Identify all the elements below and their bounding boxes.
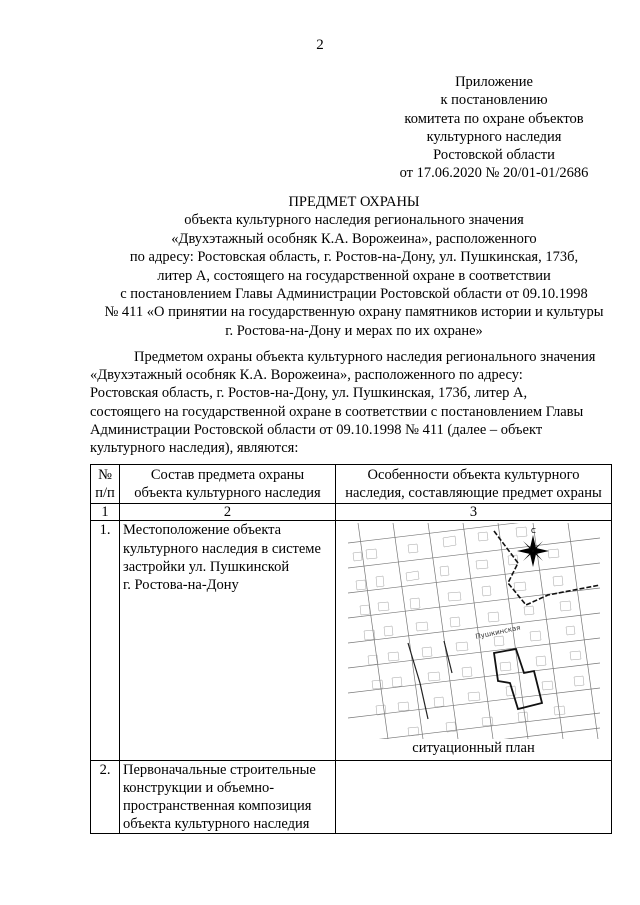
appendix-line: комитета по охране объектов — [404, 110, 584, 127]
heading-line: с постановлением Главы Администрации Ростовской области от 09.10.1998 — [120, 286, 588, 303]
heading-line: № 411 «О принятии на государственную охрану памятников истории и культуры — [104, 304, 604, 321]
situation-plan-caption: ситуационный план — [412, 740, 535, 757]
header-text: № — [98, 467, 112, 483]
desc-line: застройки ул. Пушкинской — [123, 558, 290, 575]
header-text: п/п — [95, 485, 115, 502]
desc-line: культурного наследия в системе — [123, 540, 321, 557]
situation-plan-map — [348, 523, 600, 739]
compass-letter: С — [530, 527, 536, 536]
heading-line: объекта культурного наследия регионального значения — [184, 212, 524, 229]
header-text: Состав предмета охраны — [150, 467, 305, 483]
appendix-line: от 17.06.2020 № 20/01-01/2686 — [399, 165, 589, 182]
appendix-block — [380, 73, 608, 183]
desc-line: Первоначальные строительные — [123, 761, 316, 778]
header-text: Особенности объекта культурного — [367, 467, 580, 483]
row-description — [120, 521, 336, 760]
row-description — [120, 760, 336, 834]
column-number: 2 — [120, 504, 336, 521]
heading-line: по адресу: Ростовская область, г. Ростов-на-Дону, ул. Пушкинская, 173б, — [129, 249, 579, 266]
page-number: 2 — [316, 37, 324, 53]
desc-line: Местоположение объекта — [123, 522, 282, 539]
header-number — [91, 465, 120, 504]
column-number-row — [91, 504, 612, 521]
appendix-line: культурного наследия — [426, 128, 562, 145]
row-features — [336, 760, 612, 834]
table-row — [91, 760, 612, 834]
document-heading — [84, 193, 624, 340]
desc-line: конструкции и объемно- — [123, 779, 275, 796]
header-composition — [120, 465, 336, 504]
situation-plan-cell — [336, 521, 612, 760]
header-text: объекта культурного наследия — [134, 485, 321, 502]
table-header-row — [91, 465, 612, 504]
row-number: 2. — [91, 760, 120, 834]
appendix-line: Приложение — [455, 74, 533, 90]
column-number: 3 — [336, 504, 612, 521]
heading-line: «Двухэтажный особняк К.А. Ворожеина», расположенного — [171, 230, 537, 247]
table-row — [91, 521, 612, 760]
document-title: ПРЕДМЕТ ОХРАНЫ — [288, 194, 420, 210]
appendix-line: Ростовской области — [433, 147, 555, 164]
intro-line: состоящего на государственной охране в соответствии с постановлением Главы — [90, 403, 584, 420]
heading-line: литер А, состоящего на государственной охране в соответствии — [157, 267, 551, 284]
protection-table — [90, 464, 612, 834]
intro-paragraph — [90, 348, 610, 457]
intro-line: Ростовская область, г. Ростов-на-Дону, ул. Пушкинская, 173б, литер А, — [90, 385, 528, 402]
desc-line: пространственная композиция — [123, 798, 312, 815]
intro-line: «Двухэтажный особняк К.А. Ворожеина», расположенного по адресу: — [90, 367, 523, 384]
header-text: наследия, составляющие предмет охраны — [345, 485, 602, 502]
appendix-line: к постановлению — [440, 92, 548, 109]
intro-line: Администрации Ростовской области от 09.10.1998 № 411 (далее – объект — [90, 421, 543, 438]
intro-line: Предметом охраны объекта культурного наследия регионального значения — [134, 349, 596, 365]
header-features — [336, 465, 612, 504]
desc-line: объекта культурного наследия — [123, 816, 310, 833]
intro-line: культурного наследия), являются: — [90, 440, 299, 457]
heading-line: г. Ростова-на-Дону и мерах по их охране» — [225, 322, 483, 339]
map-street-label: Пушкинская — [474, 624, 521, 642]
desc-line: г. Ростова-на-Дону — [123, 577, 239, 594]
column-number: 1 — [91, 504, 120, 521]
row-number: 1. — [91, 521, 120, 760]
